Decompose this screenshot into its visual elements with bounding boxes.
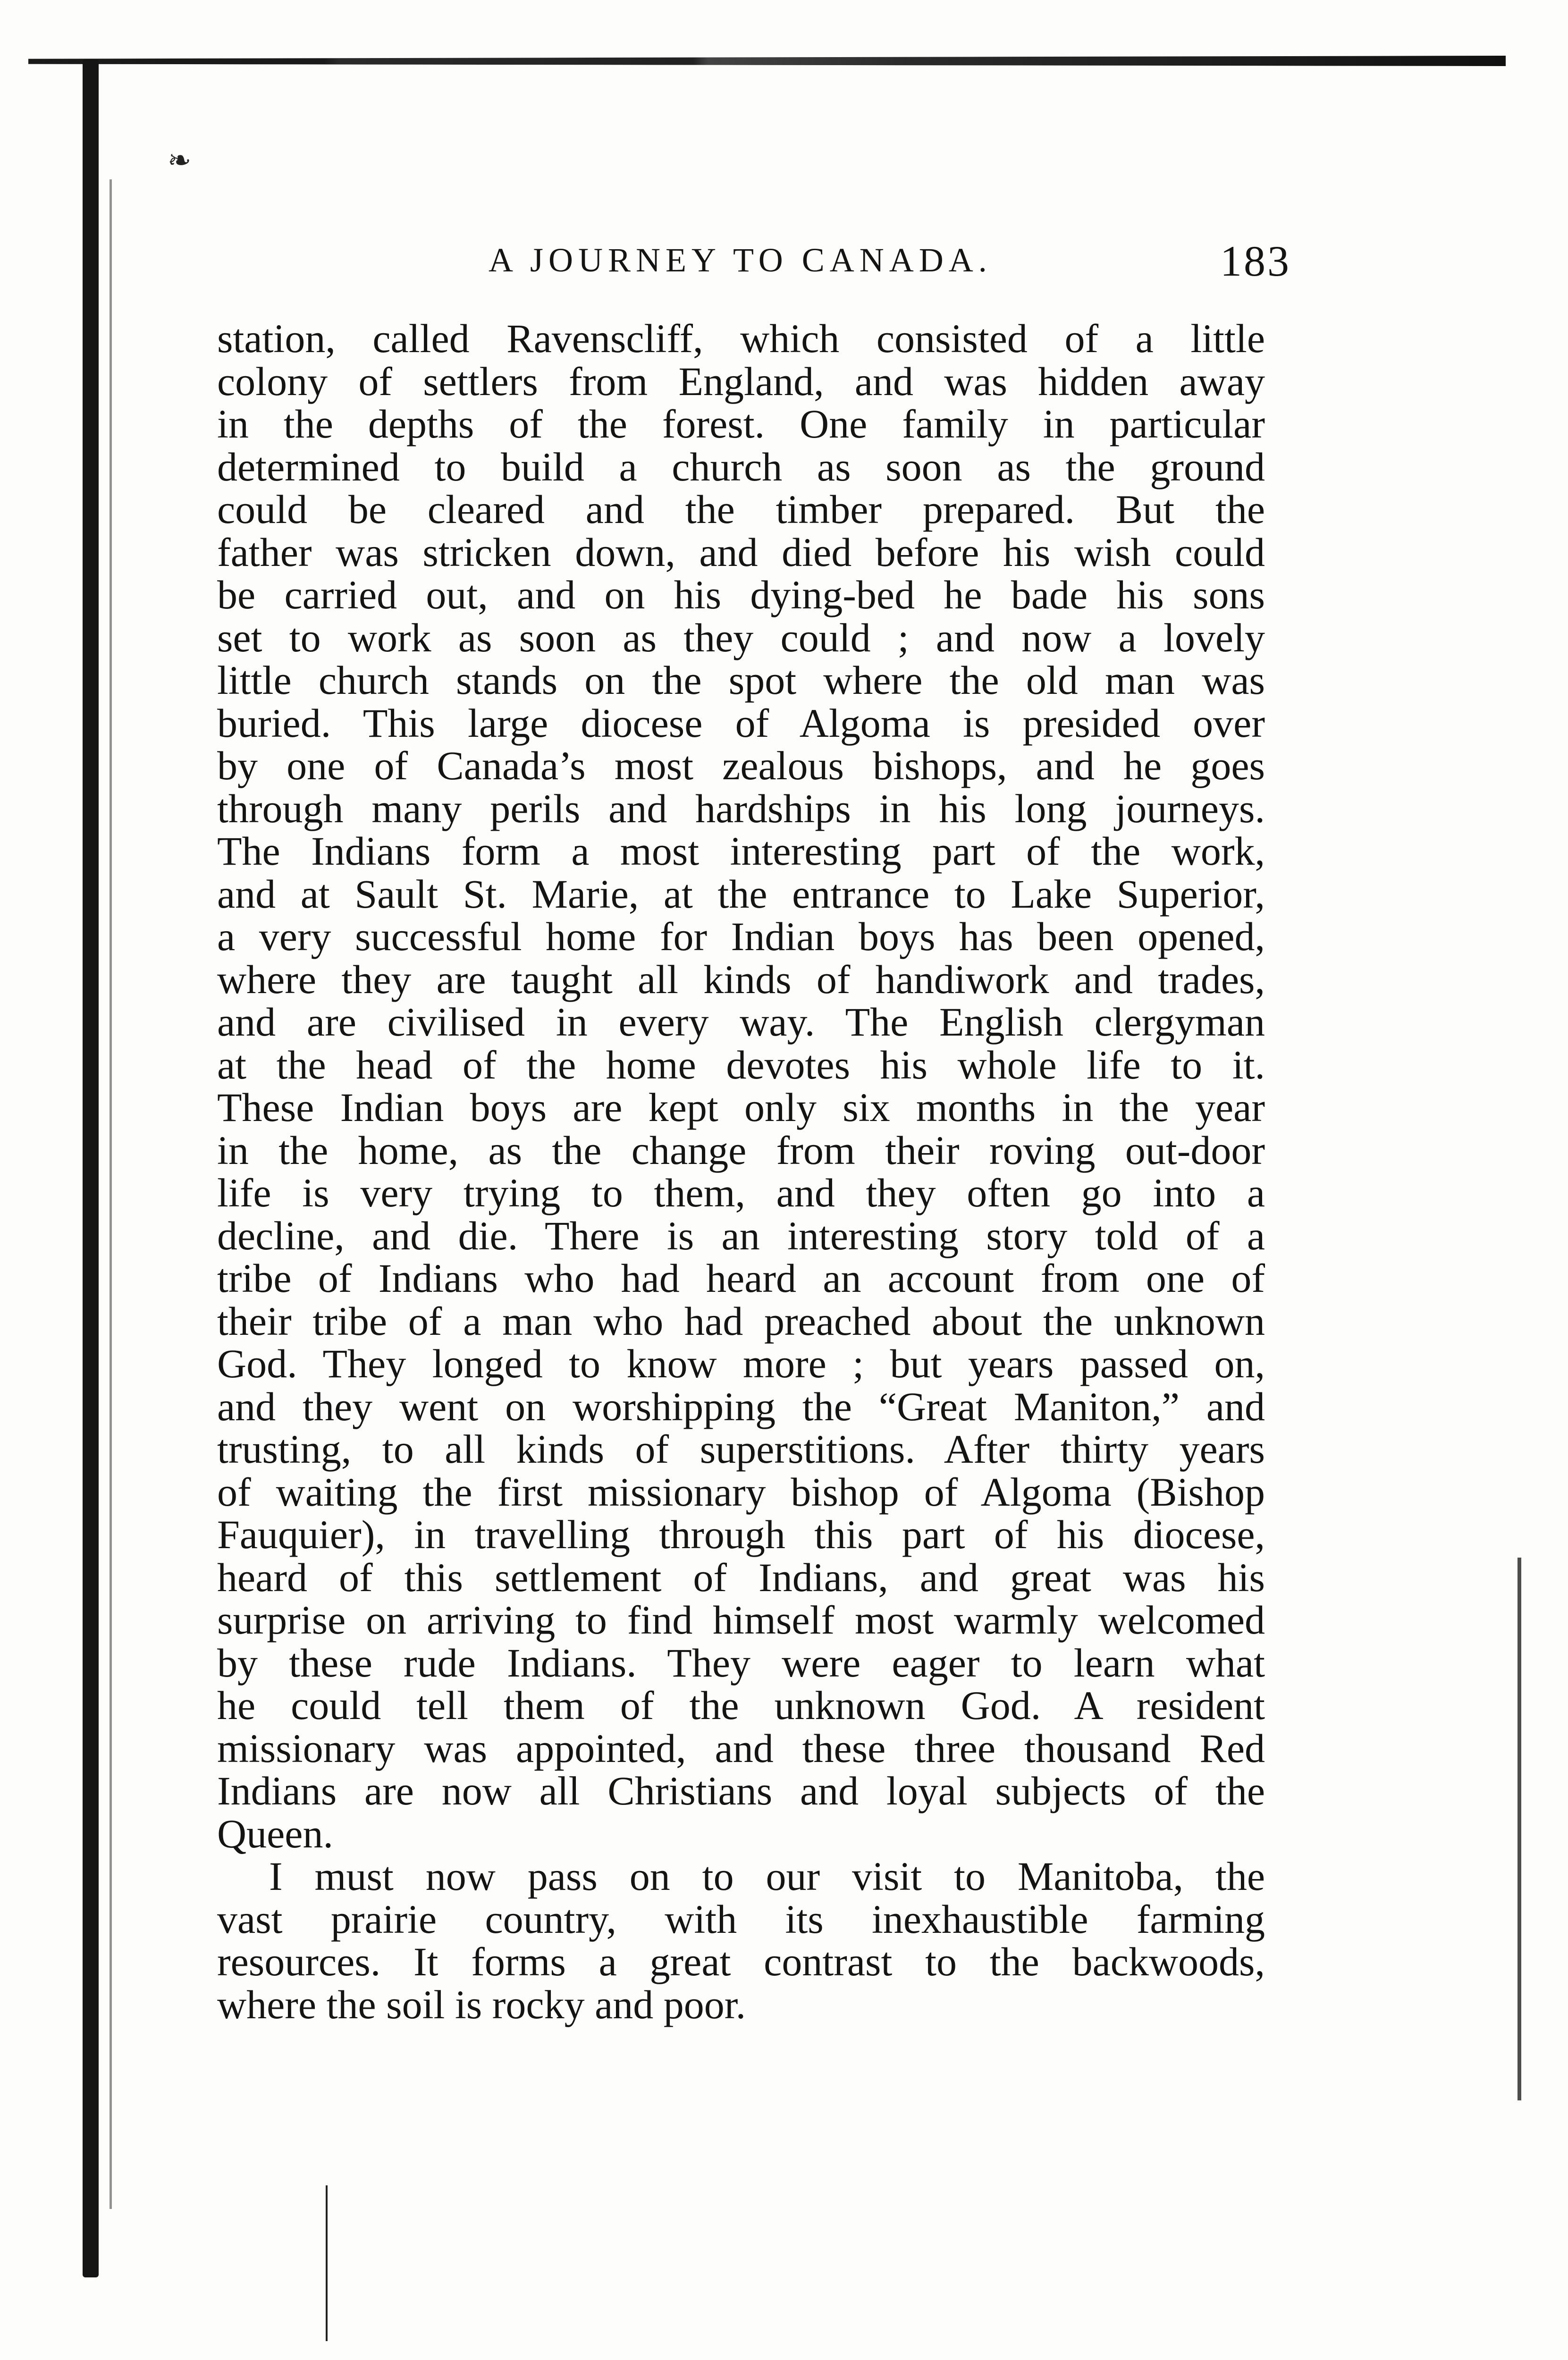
running-title: A JOURNEY TO CANADA. xyxy=(489,241,992,279)
body-text xyxy=(217,317,1265,2026)
text-line: by these rude Indians. They were eager to learn what xyxy=(217,1640,1265,1686)
text-line: through many perils and hardships in his long journeys. xyxy=(217,785,1265,831)
text-line: could be cleared and the timber prepared. But the xyxy=(217,487,1265,532)
page-number: 183 xyxy=(1220,237,1291,285)
text-line: and they went on worshipping the “Great Maniton,” and xyxy=(217,1383,1265,1429)
text-line: in the depths of the forest. One family in particular xyxy=(217,401,1265,447)
text-line: buried. This large diocese of Algoma is presided over xyxy=(217,700,1265,746)
text-line: a very successful home for Indian boys has been opened, xyxy=(217,914,1265,959)
text-line: their tribe of a man who had preached about the unknown xyxy=(217,1298,1265,1344)
text-line: Fauquier), in travelling through this part of his diocese, xyxy=(217,1512,1265,1557)
text-line: determined to build a church as soon as the ground xyxy=(217,444,1265,489)
text-line: trusting, to all kinds of superstitions. After thirty years xyxy=(217,1426,1265,1472)
text-line: Queen. xyxy=(217,1811,333,1856)
paragraph xyxy=(217,317,1265,1855)
scan-binding-edge xyxy=(83,59,99,2277)
text-line: where the soil is rocky and poor. xyxy=(217,1981,746,2027)
text-line: where they are taught all kinds of handiwork and trades, xyxy=(217,956,1265,1002)
text-line: by one of Canada’s most zealous bishops, and he goes xyxy=(217,743,1265,788)
text-line: tribe of Indians who had heard an account from one of xyxy=(217,1256,1265,1301)
text-line: heard of this settlement of Indians, and great was his xyxy=(217,1554,1265,1600)
text-line: he could tell them of the unknown God. A resident xyxy=(217,1683,1265,1728)
scan-right-edge xyxy=(1517,1558,1521,2100)
paragraph xyxy=(217,1855,1265,2026)
text-line: vast prairie country, with its inexhaustible farming xyxy=(217,1896,1265,1942)
text-line: in the home, as the change from their roving out-door xyxy=(217,1127,1265,1173)
text-line: of waiting the first missionary bishop of Algoma (Bishop xyxy=(217,1469,1265,1515)
text-line: The Indians form a most interesting part of the work, xyxy=(217,828,1265,874)
text-line: decline, and die. There is an interesting story told of a xyxy=(217,1213,1265,1258)
text-line: set to work as soon as they could ; and now a lovely xyxy=(217,615,1265,660)
text-line: resources. It forms a great contrast to the backwoods, xyxy=(217,1939,1265,1984)
text-line: station, called Ravenscliff, which consisted of a little xyxy=(217,316,1265,361)
text-line: surprise on arriving to find himself most warmly welcomed xyxy=(217,1597,1265,1643)
text-line: I must now pass on to our visit to Manitoba, the xyxy=(269,1854,1265,1899)
text-line: little church stands on the spot where the old man was xyxy=(217,657,1265,703)
scan-bottom-mark xyxy=(326,2185,328,2341)
text-line: Indians are now all Christians and loyal subjects of the xyxy=(217,1768,1265,1813)
text-line: be carried out, and on his dying-bed he bade his sons xyxy=(217,572,1265,617)
text-line: These Indian boys are kept only six months in the year xyxy=(217,1085,1265,1130)
text-line: at the head of the home devotes his whole life to it. xyxy=(217,1042,1265,1087)
text-line: missionary was appointed, and these three thousand Red xyxy=(217,1725,1265,1771)
text-line: God. They longed to know more ; but years passed on, xyxy=(217,1341,1265,1386)
printer-ornament-icon: ❧ xyxy=(168,145,192,176)
scan-inner-margin-line xyxy=(110,179,112,2209)
scan-top-edge xyxy=(28,56,1506,66)
text-line: colony of settlers from England, and was hidden away xyxy=(217,358,1265,404)
text-line: and at Sault St. Marie, at the entrance to Lake Superior, xyxy=(217,871,1265,917)
running-head xyxy=(215,236,1291,288)
text-line: life is very trying to them, and they often go into a xyxy=(217,1170,1265,1215)
text-line: and are civilised in every way. The English clergyman xyxy=(217,999,1265,1045)
text-line: father was stricken down, and died before his wish could xyxy=(217,529,1265,575)
